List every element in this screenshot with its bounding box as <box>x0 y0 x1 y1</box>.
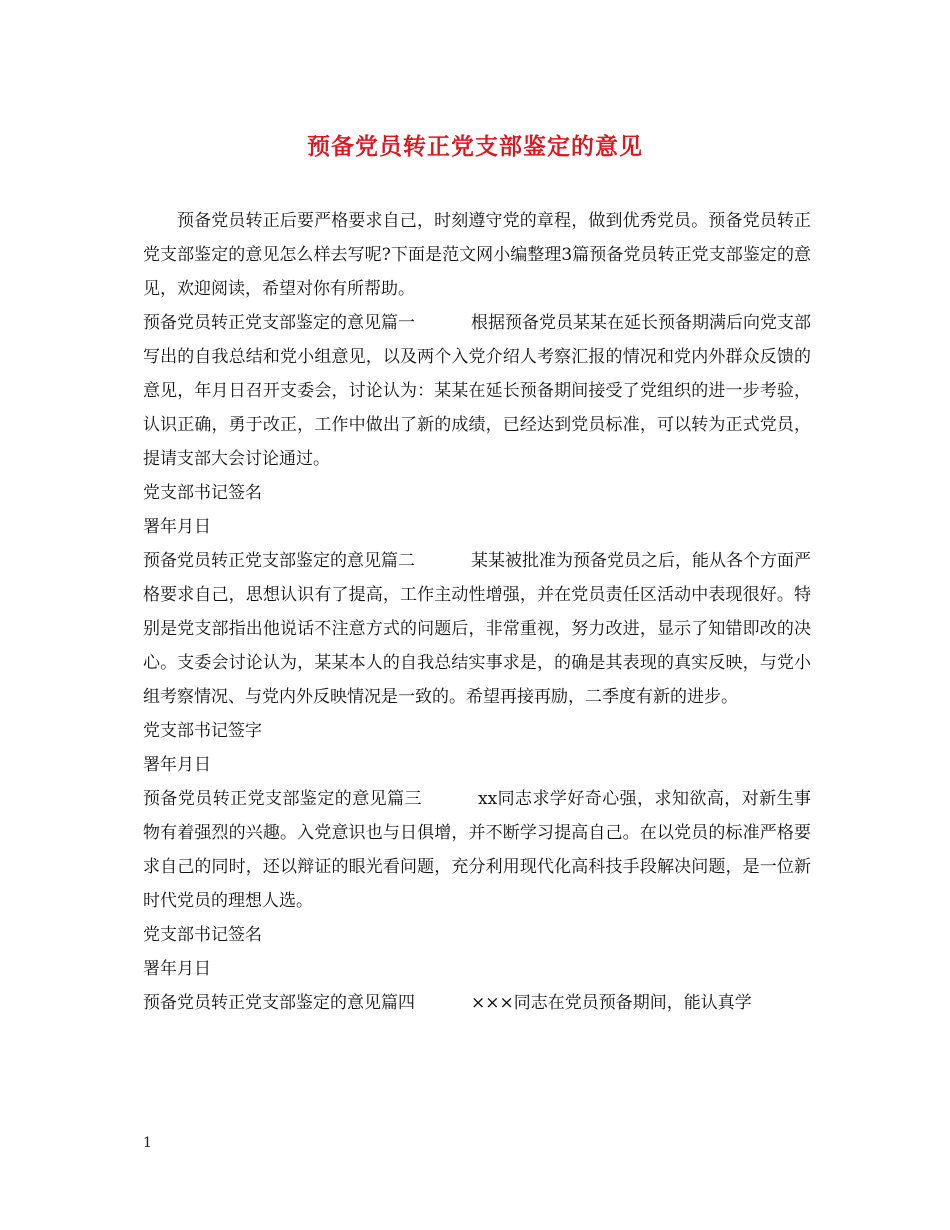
intro-paragraph: 预备党员转正后要严格要求自己，时刻遵守党的章程，做到优秀党员。预备党员转正党支部鉴定的意见怎么样去写呢?下面是范文网小编整理3篇预备党员转正党支部鉴定的意见，欢迎阅读，希望对你有所帮助。 <box>143 211 811 299</box>
section-paragraph <box>143 782 811 918</box>
signature-line: 党支部书记签名 <box>143 925 262 945</box>
section-text: 某某被批准为预备党员之后，能从各个方面严格要求自己，思想认识有了提高，工作主动性增强，并在党员责任区活动中表现很好。特别是党支部指出他说话不注意方式的问题后，非常重视，努力改进，显示了知错即改的决心。支委会讨论认为，某某本人的自我总结实事求是，的确是其表现的真实反映，与党小组考察情况、与党内外反映情况是一致的。希望再接再励，二季度有新的进步。 <box>143 551 811 707</box>
date-line: 署年月日 <box>143 959 211 979</box>
section-text: xx同志求学好奇心强，求知欲高，对新生事物有着强烈的兴趣。入党意识也与日俱增，并不断学习提高自己。在以党员的标准严格要求自己的同时，还以辩证的眼光看问题，充分利用现代化高科技手段解决问题，是一位新时代党员的理想人选。 <box>143 789 812 911</box>
section-paragraph <box>143 986 811 1020</box>
section-heading: 预备党员转正党支部鉴定的意见篇二 <box>143 551 415 571</box>
section-heading: 预备党员转正党支部鉴定的意见篇一 <box>143 313 415 333</box>
section-heading: 预备党员转正党支部鉴定的意见篇四 <box>143 993 415 1013</box>
section-paragraph <box>143 306 811 476</box>
signature-line: 党支部书记签名 <box>143 483 262 503</box>
document-body <box>143 204 811 1020</box>
document-title: 预备党员转正党支部鉴定的意见 <box>307 133 643 160</box>
section-text: ×××同志在党员预备期间，能认真学 <box>471 993 752 1013</box>
page-number: 1 <box>143 1135 152 1151</box>
section-heading: 预备党员转正党支部鉴定的意见篇三 <box>143 789 422 809</box>
date-line: 署年月日 <box>143 755 211 775</box>
section-text: 根据预备党员某某在延长预备期满后向党支部写出的自我总结和党小组意见，以及两个入党介绍人考察汇报的情况和党内外群众反馈的意见，年月日召开支委会，讨论认为：某某在延长预备期间接受了党组织的进一步考验，认识正确，勇于改正，工作中做出了新的成绩，已经达到党员标准，可以转为正式党员，提请支部大会讨论通过。 <box>143 313 811 469</box>
signature-line: 党支部书记签字 <box>143 721 262 741</box>
section-paragraph <box>143 544 811 714</box>
date-line: 署年月日 <box>143 517 211 537</box>
